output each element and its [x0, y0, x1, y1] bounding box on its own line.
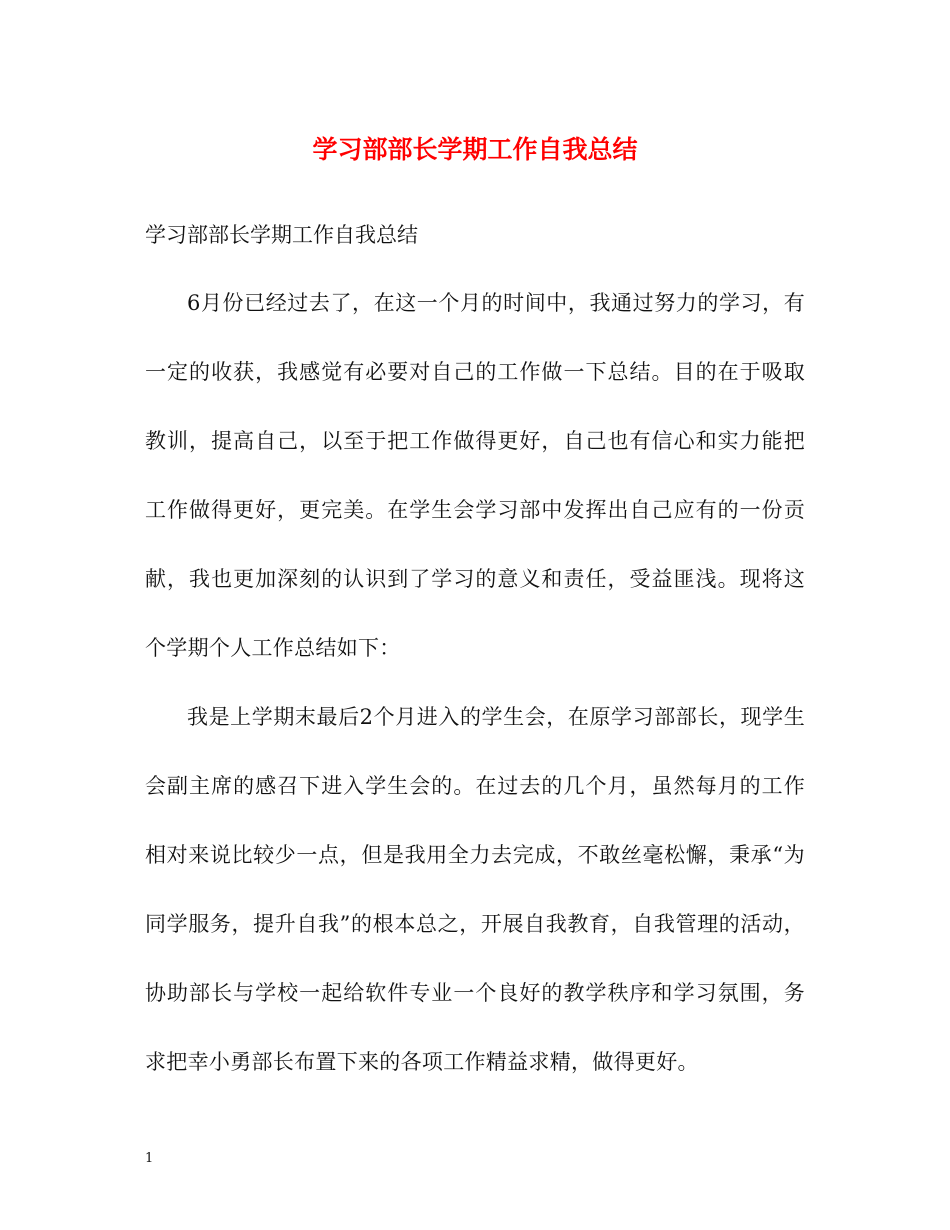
document-title: 学习部部长学期工作自我总结: [312, 135, 638, 164]
paragraph: 我是上学期末最后2个月进入的学生会，在原学习部部长，现学生会副主席的感召下进入学生会的。在过去的几个月，虽然每月的工作相对来说比较少一点，但是我用全力去完成，不敢丝毫松懈，秉承“为同学服务，提升自我”的根本总之，开展自我教育，自我管理的活动，协助部长与学校一起给软件专业一个良好的教学秩序和学习氛围，务求把幸小勇部长布置下来的各项工作精益求精，做得更好。: [145, 705, 805, 1074]
document-body: [145, 218, 805, 1097]
page-number: 1: [145, 1151, 154, 1166]
document-subtitle: 学习部部长学期工作自我总结: [145, 223, 418, 247]
paragraph: 6月份已经过去了，在这一个月的时间中，我通过努力的学习，有一定的收获，我感觉有必要对自己的工作做一下总结。目的在于吸取教训，提高自己，以至于把工作做得更好，自己也有信心和实力能把工作做得更好，更完美。在学生会学习部中发挥出自己应有的一份贡献，我也更加深刻的认识到了学习的意义和责任，受益匪浅。现将这个学期个人工作总结如下：: [145, 291, 805, 660]
